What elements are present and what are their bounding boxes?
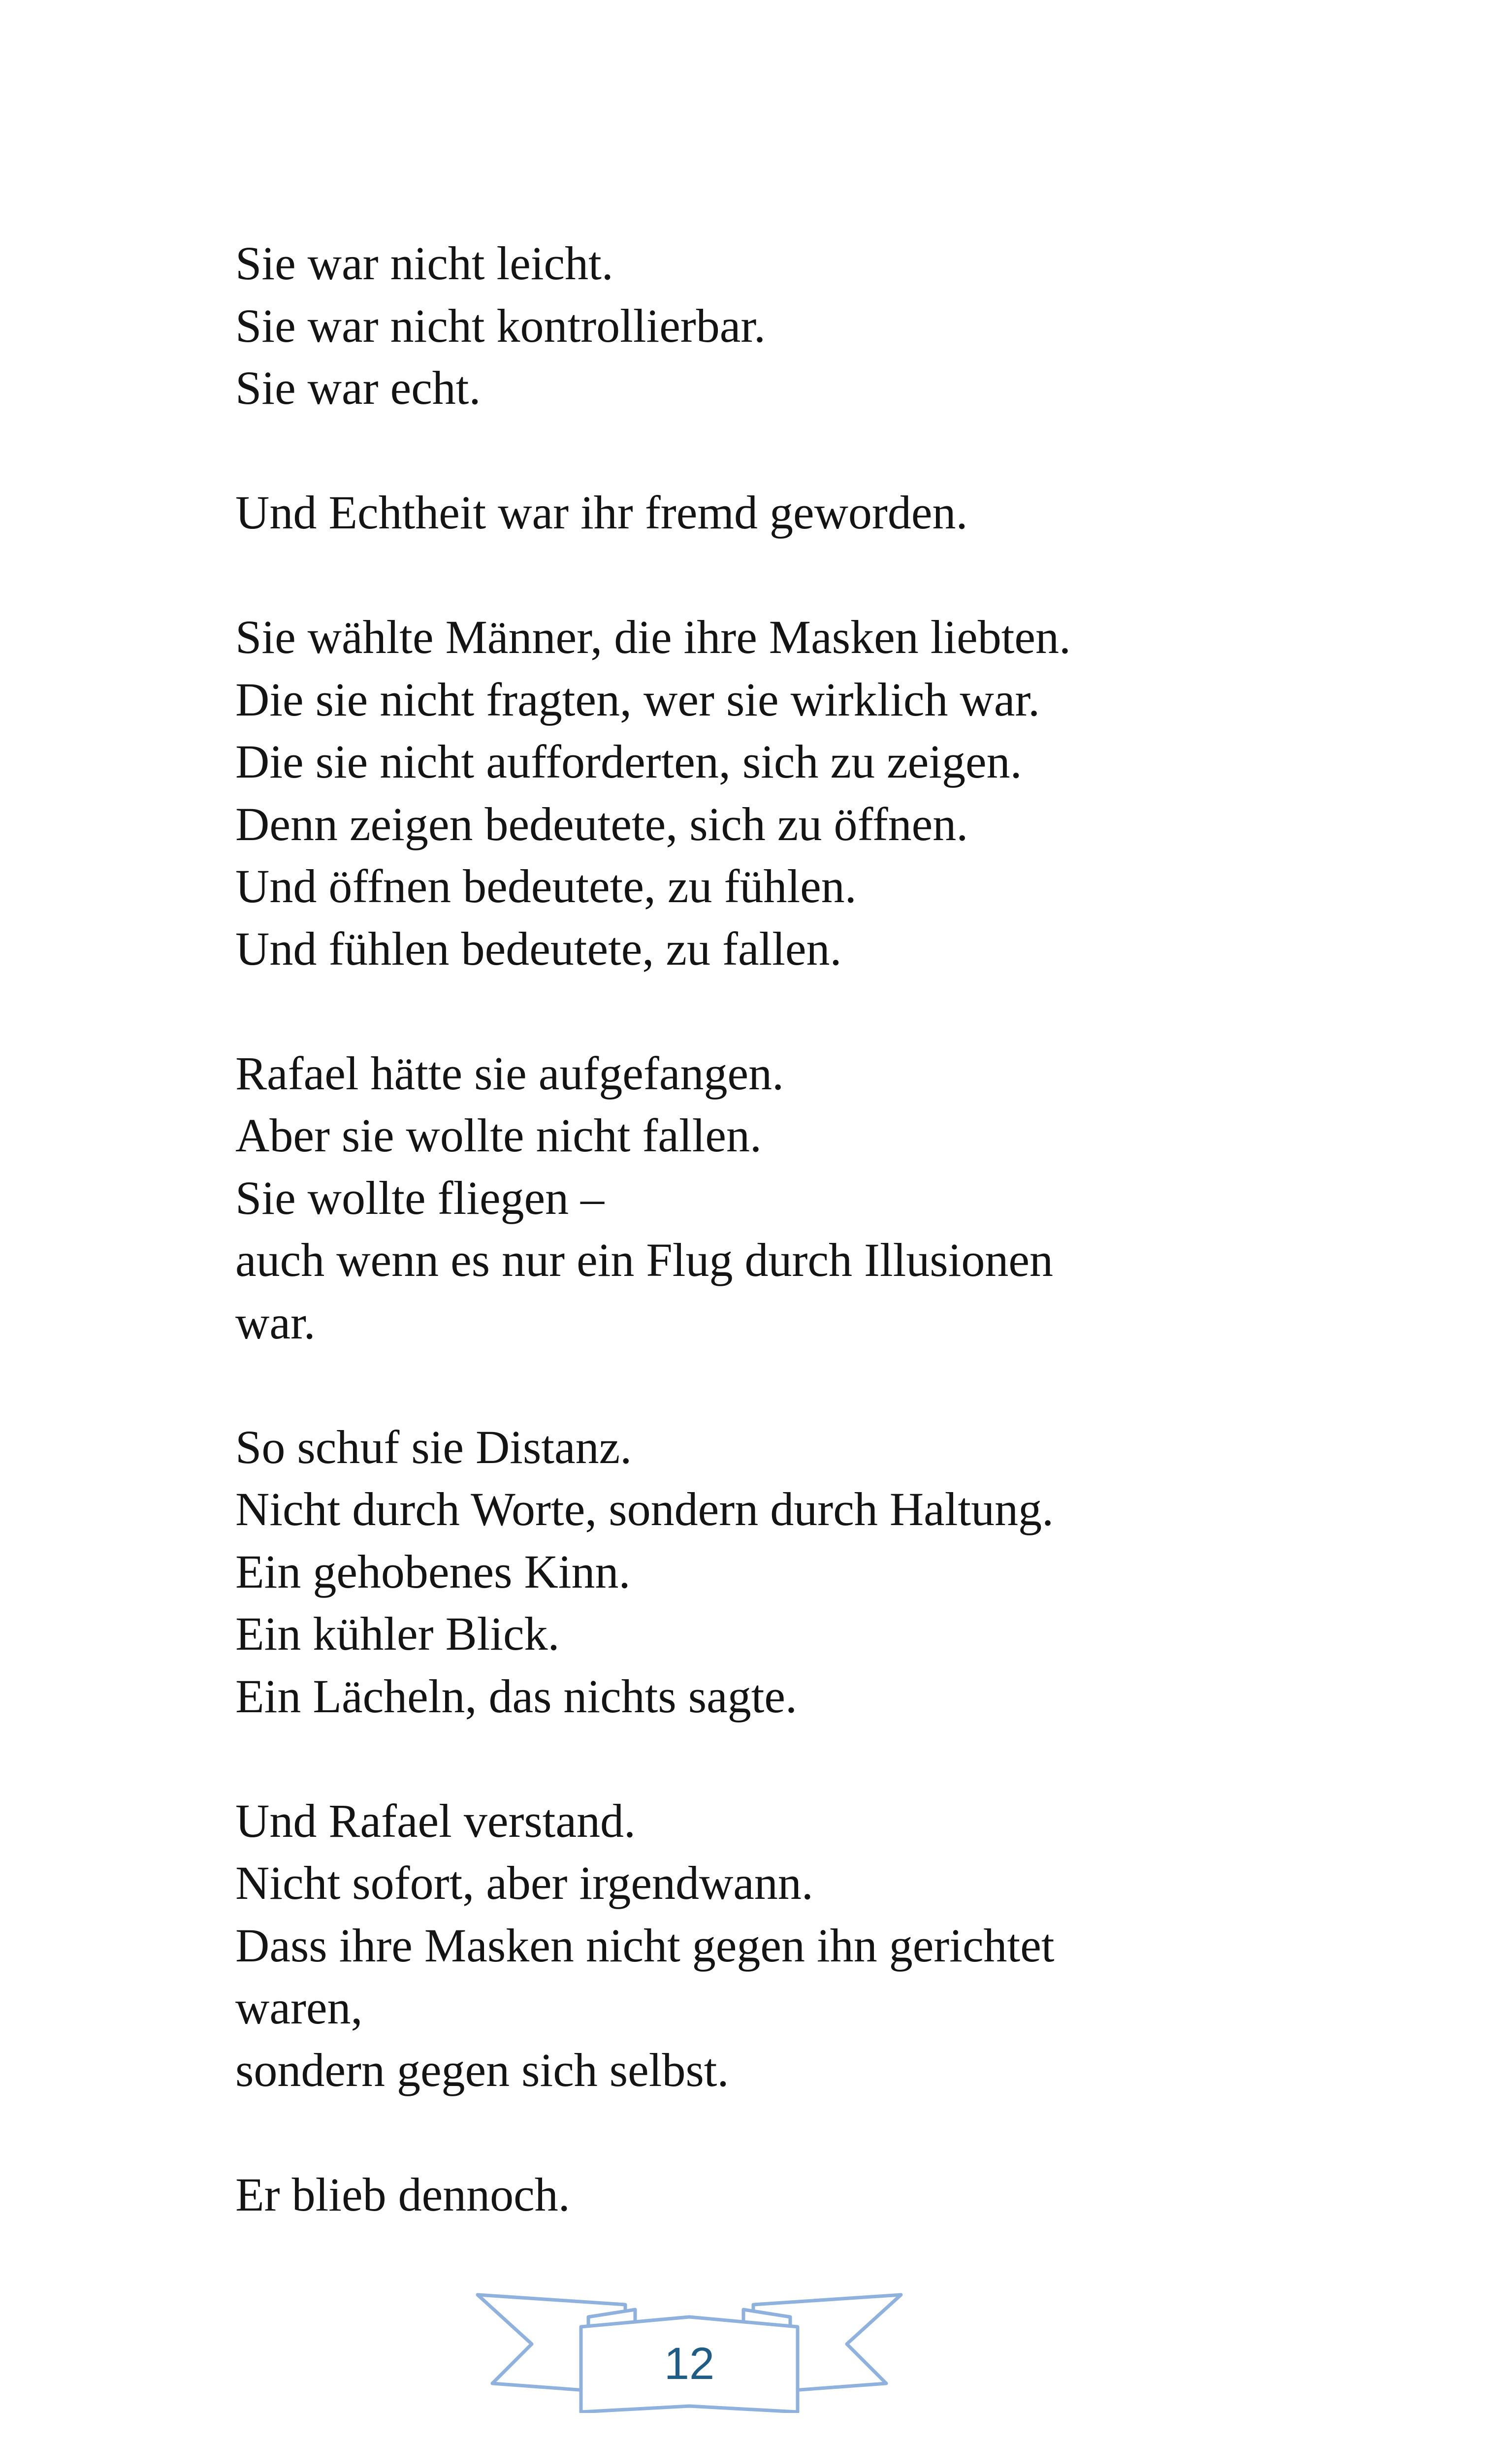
text-line: Sie war echt. [235, 361, 481, 414]
page-number-ribbon [473, 2290, 906, 2413]
stanza [235, 1790, 1171, 2102]
text-line: Sie wollte fliegen – [235, 1171, 605, 1224]
text-line: Die sie nicht fragten, wer sie wirklich war. [235, 673, 1040, 726]
text-line: Ein Lächeln, das nichts sagte. [235, 1669, 797, 1723]
text-line: war. [235, 1296, 316, 1349]
stanza [235, 1042, 1171, 1354]
text-line: Ein kühler Blick. [235, 1607, 560, 1660]
text-line: Sie war nicht kontrollierbar. [235, 299, 766, 352]
stanza [235, 1416, 1171, 1728]
page-number: 12 [664, 2339, 715, 2389]
text-line: Aber sie wollte nicht fallen. [235, 1109, 762, 1162]
text-line: waren, [235, 1981, 363, 2034]
text-line: Denn zeigen bedeutete, sich zu öffnen. [235, 797, 968, 850]
text-line: Und Echtheit war ihr fremd geworden. [235, 486, 968, 539]
text-line: Und öffnen bedeutete, zu fühlen. [235, 860, 857, 912]
text-line: Nicht durch Worte, sondern durch Haltung. [235, 1483, 1054, 1535]
stanza [235, 2164, 1171, 2226]
text-line: Ein gehobenes Kinn. [235, 1545, 631, 1598]
text-line: Und fühlen bedeutete, zu fallen. [235, 922, 842, 975]
text-line: Dass ihre Masken nicht gegen ihn gerichtet [235, 1919, 1055, 1972]
text-line: Und Rafael verstand. [235, 1794, 636, 1847]
text-line: sondern gegen sich selbst. [235, 2043, 729, 2096]
body-text [235, 232, 1171, 2226]
text-line: Rafael hätte sie aufgefangen. [235, 1046, 784, 1100]
text-line: auch wenn es nur ein Flug durch Illusionen [235, 1234, 1053, 1286]
text-line: Sie war nicht leicht. [235, 237, 613, 290]
text-line: Sie wählte Männer, die ihre Masken liebten. [235, 611, 1071, 663]
text-line: So schuf sie Distanz. [235, 1420, 632, 1473]
stanza [235, 482, 1171, 544]
stanza [235, 232, 1171, 420]
text-line: Nicht sofort, aber irgendwann. [235, 1857, 813, 1909]
stanza [235, 606, 1171, 980]
text-line: Er blieb dennoch. [235, 2168, 570, 2221]
text-line: Die sie nicht aufforderten, sich zu zeigen. [235, 735, 1022, 788]
